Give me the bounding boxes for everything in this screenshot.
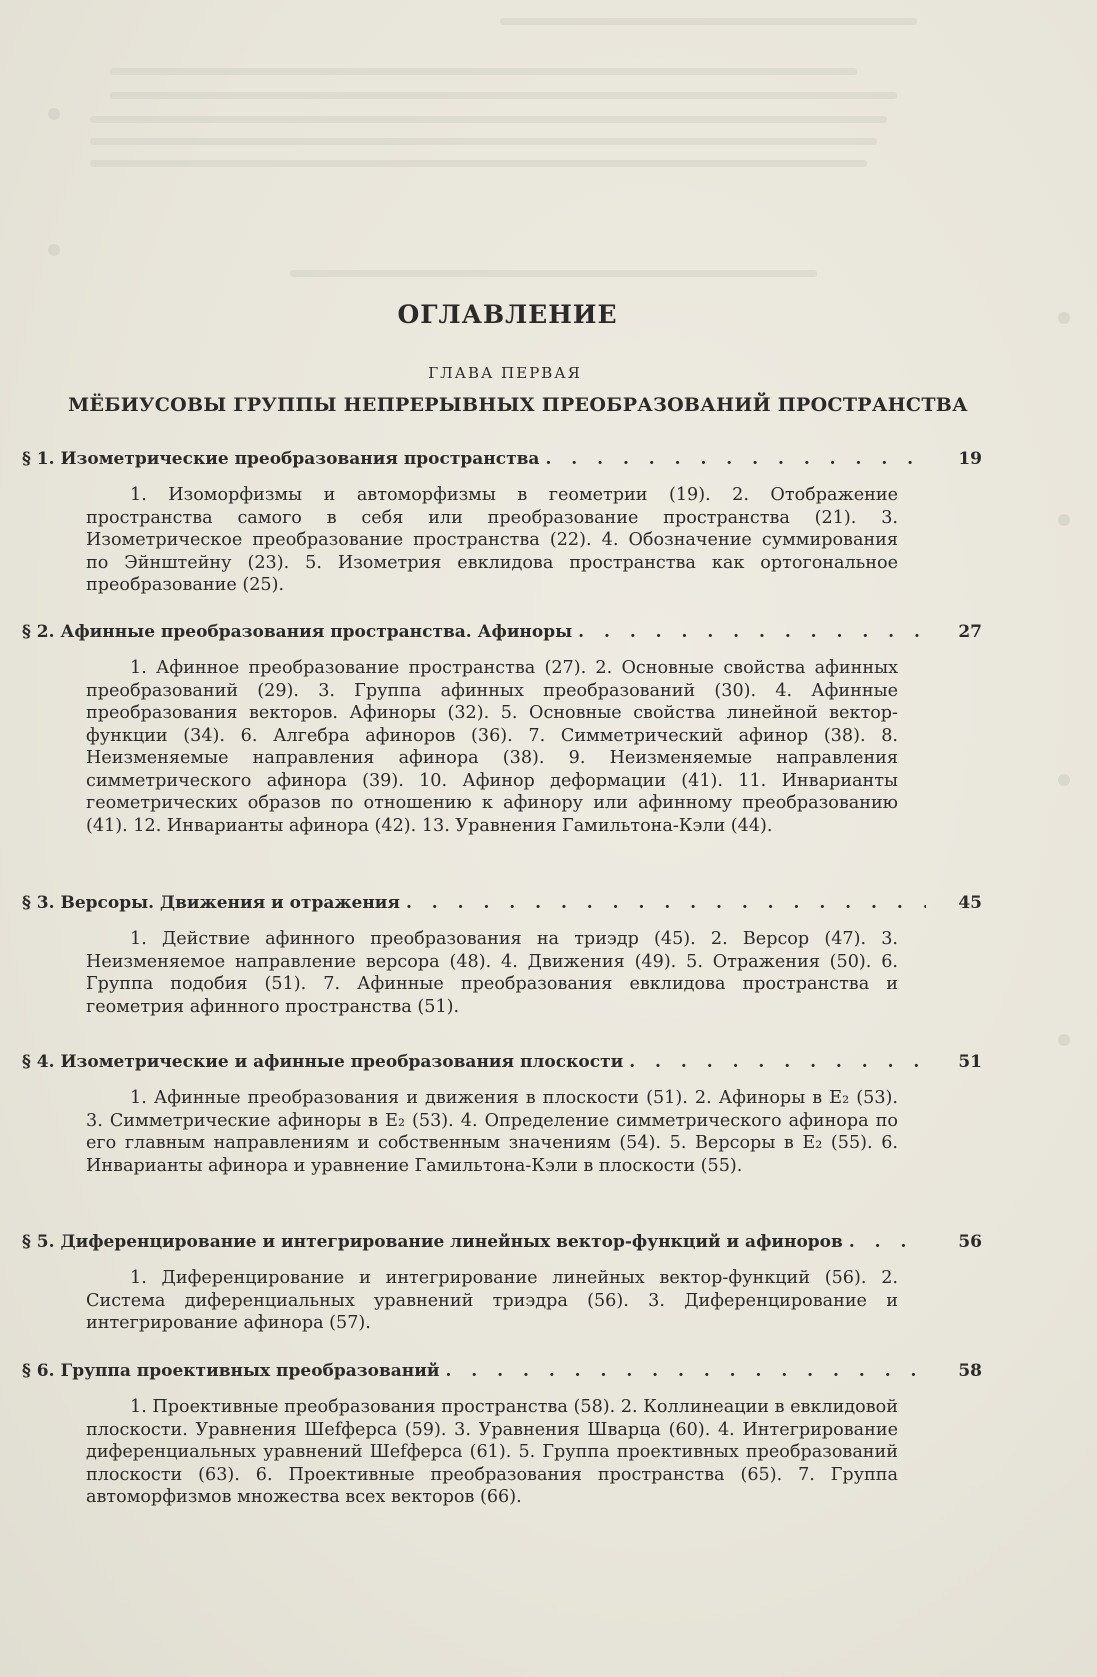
show-through-mark bbox=[1058, 1034, 1070, 1046]
page-number: 56 bbox=[958, 1232, 982, 1252]
leader-dots bbox=[445, 1361, 926, 1381]
section-heading bbox=[22, 1361, 982, 1381]
section-contents: 1. Действие афинного преобразования на триэдр (45). 2. Версор (47). 3. Неизменяемое направление версора (48). 4. Движения (49). 5. Отражения (50). 6. Группа подобия (51). 7. Афинные преобразования евклидова пространства и геометрия афинного пространства (51). bbox=[86, 929, 898, 1017]
leader-dots bbox=[545, 449, 926, 469]
show-through-mark bbox=[1058, 312, 1070, 324]
show-through-line bbox=[110, 68, 857, 75]
chapter-title: МЁБИУСОВЫ ГРУППЫ НЕПРЕРЫВНЫХ ПРЕОБРАЗОВАНИЙ ПРОСТРАНСТВА bbox=[68, 394, 968, 416]
leader-dots bbox=[629, 1052, 926, 1072]
page-number: 58 bbox=[958, 1361, 982, 1381]
section-contents: 1. Проективные преобразования пространства (58). 2. Коллинеации в евклидовой плоскости. Уравнения Шefферса (59). 3. Уравнения Шварца (60). 4. Интегрирование диференциальных уравнений Шefферса (61). 5. Группа проективных преобразований плоскости (63). 6. Проективные преобразования пространства (65). 7. Группа автоморфизмов множества всех векторов (66). bbox=[86, 1397, 898, 1507]
page-title: ОГЛАВЛЕНИЕ bbox=[397, 300, 618, 329]
show-through-line bbox=[110, 92, 897, 99]
toc-section-3 bbox=[22, 893, 982, 1018]
leader-dots bbox=[406, 893, 926, 913]
section-title: § 1. Изометрические преобразования пространства bbox=[22, 449, 540, 469]
show-through-mark bbox=[48, 108, 60, 120]
section-contents: 1. Изоморфизмы и автоморфизмы в геометрии (19). 2. Отображение пространства самого в себя или преобразование пространства (21). 3. Изометрическое преобразование пространства (22). 4. Обозначение суммирования по Эйнштейну (23). 5. Изометрия евклидова пространства как ортогональное преобразование (25). bbox=[86, 485, 898, 595]
leader-dots bbox=[578, 622, 926, 642]
show-through-line bbox=[500, 18, 917, 25]
section-title: § 5. Диференцирование и интегрирование линейных вектор-функций и афиноров bbox=[22, 1232, 843, 1252]
section-title: § 3. Версоры. Движения и отражения bbox=[22, 893, 400, 913]
section-contents: 1. Афинное преобразование пространства (27). 2. Основные свойства афинных преобразований (29). 3. Группа афинных преобразований (30). 4. Афинные преобразования векторов. Афиноры (32). 5. Основные свойства линейной вектор-функции (34). 6. Алгебра афиноров (36). 7. Симметрический афинор (38). 8. Неизменяемые направления афинора (38). 9. Неизменяемые направления симметрического афинора (39). 10. Афинор деформации (41). 11. Инварианты геометрических образов по отношению к афинору или афинному преобразованию (41). 12. Инварианты афинора (42). 13. Уравнения Гамильтона-Кэли (44). bbox=[86, 658, 898, 836]
toc-section-2 bbox=[22, 622, 982, 837]
show-through-mark bbox=[1058, 774, 1070, 786]
page-number: 19 bbox=[958, 449, 982, 469]
toc-section-6 bbox=[22, 1361, 982, 1509]
toc-section-1 bbox=[22, 449, 982, 597]
section-contents: 1. Диференцирование и интегрирование линейных вектор-функций (56). 2. Система диференциальных уравнений триэдра (56). 3. Диференцирование и интегрирование афинора (57). bbox=[86, 1268, 898, 1333]
section-title: § 4. Изометрические и афинные преобразования плоскости bbox=[22, 1052, 624, 1072]
toc-section-4 bbox=[22, 1052, 982, 1177]
show-through-line bbox=[290, 270, 817, 277]
section-title: § 6. Группа проективных преобразований bbox=[22, 1361, 440, 1381]
show-through-line bbox=[90, 116, 887, 123]
show-through-mark bbox=[1058, 514, 1070, 526]
show-through-mark bbox=[48, 244, 60, 256]
section-heading bbox=[22, 622, 982, 642]
show-through-line bbox=[90, 160, 867, 167]
leader-dots bbox=[849, 1232, 926, 1252]
section-title: § 2. Афинные преобразования пространства. Афиноры bbox=[22, 622, 573, 642]
page-number: 27 bbox=[958, 622, 982, 642]
section-contents: 1. Афинные преобразования и движения в плоскости (51). 2. Афиноры в E₂ (53). 3. Симметрические афиноры в E₂ (53). 4. Определение симметрического афинора по его главным направлениям и собственным значениям (54). 5. Версоры в E₂ (55). 6. Инварианты афинора и уравнение Гамильтона-Кэли в плоскости (55). bbox=[86, 1088, 898, 1176]
section-heading bbox=[22, 893, 982, 913]
page-number: 51 bbox=[958, 1052, 982, 1072]
section-heading bbox=[22, 1052, 982, 1072]
chapter-label: ГЛАВА ПЕРВАЯ bbox=[428, 364, 582, 382]
section-heading bbox=[22, 1232, 982, 1252]
page-number: 45 bbox=[958, 893, 982, 913]
toc-section-5 bbox=[22, 1232, 982, 1335]
section-heading bbox=[22, 449, 982, 469]
show-through-line bbox=[90, 138, 877, 145]
